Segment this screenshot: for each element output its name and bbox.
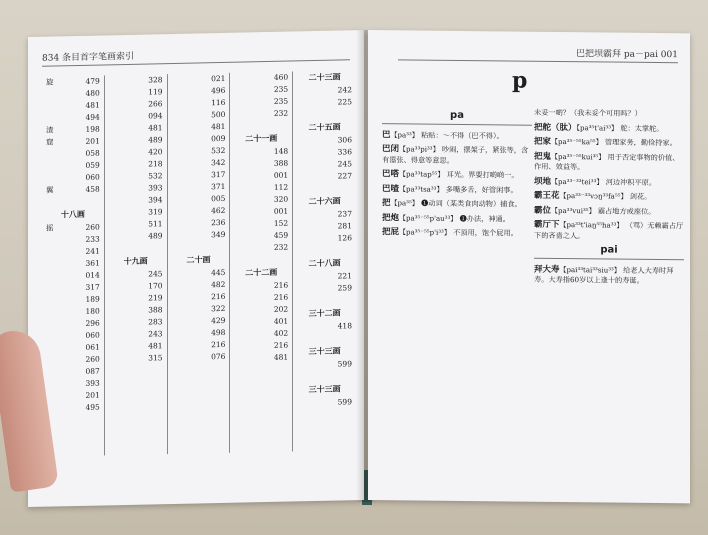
entry-pronunciation: 【pa³⁵⁻⁵⁵p'au³³】	[399, 213, 458, 223]
index-page-number: 009	[211, 133, 226, 144]
index-page-number: 076	[211, 351, 226, 362]
dictionary-column-2	[534, 108, 684, 291]
dictionary-entry	[382, 213, 532, 225]
index-row	[234, 280, 288, 293]
index-column-2	[109, 74, 168, 455]
index-page-number: 388	[273, 158, 289, 168]
dictionary-entry	[534, 205, 684, 217]
stroke-count-heading: 二十画	[186, 255, 211, 265]
index-page-number: 306	[337, 135, 352, 145]
dictionary-entry	[382, 130, 532, 142]
index-page-number: 005	[211, 193, 226, 204]
index-page-number: 126	[337, 233, 352, 243]
index-row	[234, 194, 288, 207]
index-page-number: 489	[148, 135, 163, 145]
entry-pronunciation: 【pa³³t'iaŋ⁵⁵ha³³】	[559, 221, 624, 230]
index-row	[172, 339, 226, 352]
index-page-number: 498	[211, 327, 226, 338]
dictionary-entry	[534, 151, 684, 174]
entry-headword: 把炮	[382, 212, 400, 223]
index-page-number: 511	[148, 219, 163, 229]
entry-headword: 把家	[534, 136, 552, 147]
entry-headword: 把	[382, 198, 391, 209]
index-row	[172, 303, 226, 316]
index-page-number: 201	[85, 390, 100, 400]
entry-definition: 舵：太掌舵。	[620, 123, 664, 133]
entry-definition: 多嘴多舌，好管闲事。	[445, 184, 518, 195]
index-page-number: 216	[211, 339, 226, 350]
index-row	[297, 320, 352, 333]
index-row	[172, 169, 226, 182]
entry-headword: 霸位	[534, 205, 552, 216]
index-row	[234, 84, 288, 97]
index-page-number: 216	[273, 340, 289, 350]
index-page-number: 060	[85, 330, 100, 340]
left-running-head: 834 条目首字笔画索引	[42, 44, 350, 66]
section-letter: p	[512, 67, 528, 94]
index-row	[172, 85, 226, 98]
entry-headword: 巴嗒	[382, 169, 400, 180]
index-char: 渣	[46, 125, 54, 135]
index-page-number: 429	[211, 315, 226, 326]
index-page-number: 317	[211, 169, 226, 180]
index-page-number: 494	[85, 112, 100, 122]
index-page-number: 241	[85, 246, 100, 256]
dictionary-entry	[534, 264, 684, 287]
index-page-number: 281	[337, 221, 352, 231]
index-page-number: 319	[148, 207, 163, 217]
entry-definition: ❶办法，神通。	[459, 213, 510, 223]
entry-pronunciation: 【pa³⁵】	[390, 199, 419, 208]
index-page-number: 094	[148, 111, 163, 121]
index-page-number: 496	[211, 85, 226, 96]
index-page-number: 532	[211, 145, 226, 156]
entry-pronunciation: 【pa³⁵⁻⁵⁵kui³⁵】	[551, 152, 606, 161]
index-page-number: 394	[148, 195, 163, 205]
entry-pronunciation: 【pa³⁵t'ai³³】	[576, 123, 619, 133]
index-row	[234, 254, 288, 267]
index-page-number: 202	[273, 304, 289, 314]
index-page-number: 371	[211, 181, 226, 192]
index-row	[234, 96, 288, 109]
index-row	[234, 230, 288, 243]
index-row	[234, 316, 288, 329]
index-row	[46, 402, 100, 415]
index-page-number: 152	[273, 218, 289, 228]
stroke-count-heading: 二十八画	[308, 258, 341, 269]
dictionary-entry	[382, 144, 532, 167]
index-page-number: 393	[85, 378, 100, 388]
index-page-number: 481	[148, 341, 163, 351]
index-page-number: 489	[148, 231, 163, 241]
index-page-number: 112	[273, 182, 289, 192]
index-page-number: 237	[337, 209, 352, 219]
stroke-count-heading: 三十二画	[308, 308, 341, 319]
index-page-number: 233	[85, 234, 100, 244]
open-book	[16, 30, 692, 510]
index-page-number: 320	[273, 194, 289, 204]
index-row	[172, 121, 226, 134]
dictionary-entry	[382, 184, 532, 196]
index-page-number: 418	[337, 321, 352, 331]
index-row	[234, 146, 288, 159]
index-page-number: 219	[148, 293, 163, 303]
index-row	[172, 181, 226, 194]
index-page-number: 315	[148, 353, 163, 363]
index-page-number: 232	[273, 242, 289, 252]
index-page-number: 260	[85, 222, 100, 232]
dictionary-column-1	[382, 106, 532, 243]
index-row	[172, 241, 226, 254]
stroke-count-heading: 二十三画	[308, 72, 341, 83]
right-page	[368, 30, 690, 503]
entry-definition: 吵闹，摆架子，紧张等，含有嚣张、得意等意思。	[382, 144, 529, 165]
index-row	[234, 72, 288, 85]
index-page-number: 495	[85, 402, 100, 412]
index-row	[172, 73, 226, 86]
index-page-number: 259	[337, 283, 352, 293]
index-column-1	[46, 75, 105, 456]
index-page-number: 180	[85, 306, 100, 316]
index-page-number: 058	[85, 148, 100, 158]
entry-definition: 剑花。	[629, 191, 652, 201]
stroke-count-heading: 二十一画	[245, 133, 278, 144]
index-column-3	[172, 73, 231, 454]
index-page-number: 532	[148, 171, 163, 181]
index-row	[234, 352, 288, 365]
index-page-number: 458	[85, 184, 100, 194]
index-page-number: 283	[148, 317, 163, 327]
entry-pronunciation: 【pa³⁵⁻⁵⁵p'i³³】	[399, 228, 451, 237]
entry-definition: （骂）无赖霸占厅下的吝啬之人。	[534, 220, 684, 240]
index-page-number: 599	[337, 359, 352, 369]
index-page-number: 232	[273, 108, 289, 118]
index-row	[234, 158, 288, 171]
entry-headword: 霸厅下	[534, 219, 560, 231]
index-page-number: 245	[337, 159, 352, 169]
dictionary-entry	[382, 227, 532, 239]
stroke-count-heading: 二十五画	[308, 122, 341, 133]
index-page-number: 479	[85, 76, 100, 86]
index-page-number: 087	[85, 366, 100, 376]
index-page-number: 116	[211, 97, 226, 108]
stroke-count-heading: 二十六画	[308, 196, 341, 207]
dictionary-entry	[534, 191, 684, 203]
index-page-number: 216	[273, 280, 289, 290]
index-page-number: 221	[337, 271, 352, 281]
entry-headword: 把舵（肽）	[534, 122, 577, 133]
index-char: 旋	[46, 77, 54, 87]
left-page	[28, 30, 364, 507]
index-row	[234, 328, 288, 341]
index-char: 摇	[46, 223, 54, 233]
index-row	[109, 352, 163, 365]
index-page-number: 198	[85, 124, 100, 134]
dictionary-entry	[534, 137, 684, 149]
index-page-number: 420	[148, 147, 163, 157]
entry-definition: 管理家务，勤俭持家。	[604, 137, 677, 148]
index-row	[297, 232, 352, 245]
index-row	[172, 157, 226, 170]
syllable-section-heading: pai	[534, 245, 684, 260]
index-page-number: 242	[337, 85, 352, 95]
entry-pronunciation: 【pa³³⁻³³vɔŋ³³fa⁵⁵】	[559, 192, 628, 201]
index-page-number: 245	[148, 269, 163, 279]
index-page-number: 480	[85, 88, 100, 98]
entry-pronunciation: 【pa³³vui³⁵】	[551, 206, 596, 215]
index-row	[234, 340, 288, 353]
index-page-number: 481	[211, 121, 226, 132]
dictionary-entry	[382, 198, 532, 210]
stroke-index-grid	[46, 70, 356, 456]
entry-pronunciation: 【pa³⁵⁻⁵⁵ka⁵⁵】	[551, 137, 603, 147]
index-page-number: 599	[337, 397, 352, 407]
index-row	[172, 267, 226, 280]
index-row	[172, 193, 226, 206]
index-page-number: 445	[211, 267, 226, 278]
index-page-number: 235	[273, 96, 289, 106]
stroke-count-heading: 二十二画	[245, 267, 278, 278]
entry-headword: 把鬼	[534, 151, 552, 162]
index-page-number: 402	[273, 328, 289, 338]
dictionary-entry	[534, 220, 684, 243]
index-row	[234, 242, 288, 255]
index-page-number: 014	[85, 270, 100, 280]
entry-definition: 用于否定事物的价值、作用、效益等。	[534, 152, 680, 172]
index-page-number: 001	[273, 206, 289, 216]
index-page-number: 201	[85, 136, 100, 146]
index-page-number: 216	[273, 292, 289, 302]
index-row	[172, 315, 226, 328]
syllable-section-heading: pa	[382, 110, 532, 125]
index-row	[234, 170, 288, 183]
index-row	[172, 291, 226, 304]
index-page-number: 225	[337, 97, 352, 107]
entry-pronunciation: 【pa³³】	[390, 130, 419, 140]
index-page-number: 481	[148, 123, 163, 133]
entry-definition: 粘贴：～不得（巴不得）。	[421, 130, 504, 140]
index-row	[234, 292, 288, 305]
stroke-count-heading: 三十三画	[308, 346, 341, 357]
index-char: 翼	[46, 185, 54, 195]
entry-definition: 不顶用，饱个屁用。	[453, 227, 518, 238]
index-page-number: 322	[211, 303, 226, 314]
index-page-number: 021	[211, 73, 226, 84]
index-row	[172, 205, 226, 218]
index-column-5	[297, 70, 356, 451]
entry-headword: 坝地	[534, 176, 552, 187]
entry-definition: ❶动词（某类食肉动物）捕食。	[421, 198, 522, 209]
index-page-number: 296	[85, 318, 100, 328]
index-row	[172, 133, 226, 146]
entry-headword: 巴	[382, 129, 391, 140]
index-page-number: 148	[273, 146, 289, 156]
index-row	[297, 282, 352, 295]
index-char: 窟	[46, 137, 54, 147]
index-page-number: 388	[148, 305, 163, 315]
index-row	[234, 182, 288, 195]
right-running-head: 巴把坝霸拜 pa－pai 001	[398, 44, 678, 63]
index-row	[297, 96, 352, 109]
index-row	[172, 351, 226, 364]
index-page-number: 060	[85, 172, 100, 182]
index-row	[234, 304, 288, 317]
index-page-number: 481	[273, 352, 289, 362]
stroke-count-heading: 十九画	[123, 256, 148, 267]
entry-definition: 未妥一啲？（我未妥个可用吗？）	[534, 107, 642, 118]
dictionary-entry	[534, 176, 684, 188]
index-page-number: 481	[85, 100, 100, 110]
index-row	[109, 230, 163, 243]
index-row	[172, 217, 226, 230]
index-row	[234, 218, 288, 231]
entry-headword: 巴喳	[382, 183, 400, 194]
index-page-number: 459	[273, 230, 289, 240]
index-page-number: 393	[148, 183, 163, 193]
entry-headword: 巴闭	[382, 144, 400, 155]
entry-pronunciation: 【pai³³tai³³siu³³】	[559, 265, 621, 275]
dictionary-entry	[382, 169, 532, 181]
entry-definition: 河边冲积平原。	[605, 176, 657, 187]
index-page-number: 236	[211, 217, 226, 228]
index-row	[172, 109, 226, 122]
index-row	[172, 229, 226, 242]
dictionary-entry	[534, 122, 684, 134]
entry-pronunciation: 【pa³³pi³³】	[399, 145, 440, 154]
index-row	[172, 97, 226, 110]
index-page-number: 170	[148, 281, 163, 291]
index-page-number: 243	[148, 329, 163, 339]
index-page-number: 216	[211, 291, 226, 302]
index-page-number: 227	[337, 171, 352, 181]
index-page-number: 349	[211, 229, 226, 240]
index-row	[297, 358, 352, 371]
index-page-number: 336	[337, 147, 352, 157]
index-page-number: 317	[85, 282, 100, 292]
stroke-count-heading: 十八画	[60, 209, 85, 220]
dictionary-entry	[534, 108, 684, 120]
index-page-number: 482	[211, 279, 226, 290]
index-column-4	[234, 71, 293, 452]
index-page-number: 462	[211, 205, 226, 216]
index-row	[234, 206, 288, 219]
entry-headword: 拜大寿	[534, 264, 560, 275]
stroke-count-heading: 三十三画	[308, 384, 341, 395]
index-page-number: 001	[273, 170, 289, 180]
entry-definition: 给老人大寿时拜寿。大寿指60岁以上逢十的寿诞。	[534, 265, 674, 285]
index-row	[46, 184, 100, 197]
index-page-number: 119	[148, 87, 163, 97]
index-page-number: 235	[273, 84, 289, 94]
index-page-number: 361	[85, 258, 100, 268]
index-row	[172, 145, 226, 158]
index-row	[297, 396, 352, 409]
index-page-number: 061	[85, 342, 100, 352]
index-row	[172, 279, 226, 292]
entry-headword: 把屁	[382, 227, 400, 238]
index-page-number: 189	[85, 294, 100, 304]
index-page-number: 328	[148, 75, 163, 85]
index-page-number: 500	[211, 109, 226, 120]
entry-pronunciation: 【pa³³⁻³³tei³³】	[551, 177, 604, 186]
entry-definition: 霸占地方或座位。	[597, 205, 656, 216]
index-page-number: 342	[211, 157, 226, 168]
index-row	[234, 108, 288, 121]
index-page-number: 059	[85, 160, 100, 170]
index-page-number: 218	[148, 159, 163, 169]
index-page-number: 401	[273, 316, 289, 326]
entry-pronunciation: 【pa³³tsa³³】	[399, 184, 444, 194]
index-page-number: 460	[273, 72, 289, 82]
index-row	[172, 327, 226, 340]
entry-pronunciation: 【pa³³tap⁵⁵】	[399, 170, 445, 179]
entry-definition: 耳光。界要打啲啲一。	[446, 169, 519, 180]
index-page-number: 260	[85, 354, 100, 364]
index-row	[234, 120, 288, 133]
index-page-number: 266	[148, 99, 163, 109]
index-row	[297, 170, 352, 183]
entry-headword: 霸王花	[534, 190, 560, 202]
